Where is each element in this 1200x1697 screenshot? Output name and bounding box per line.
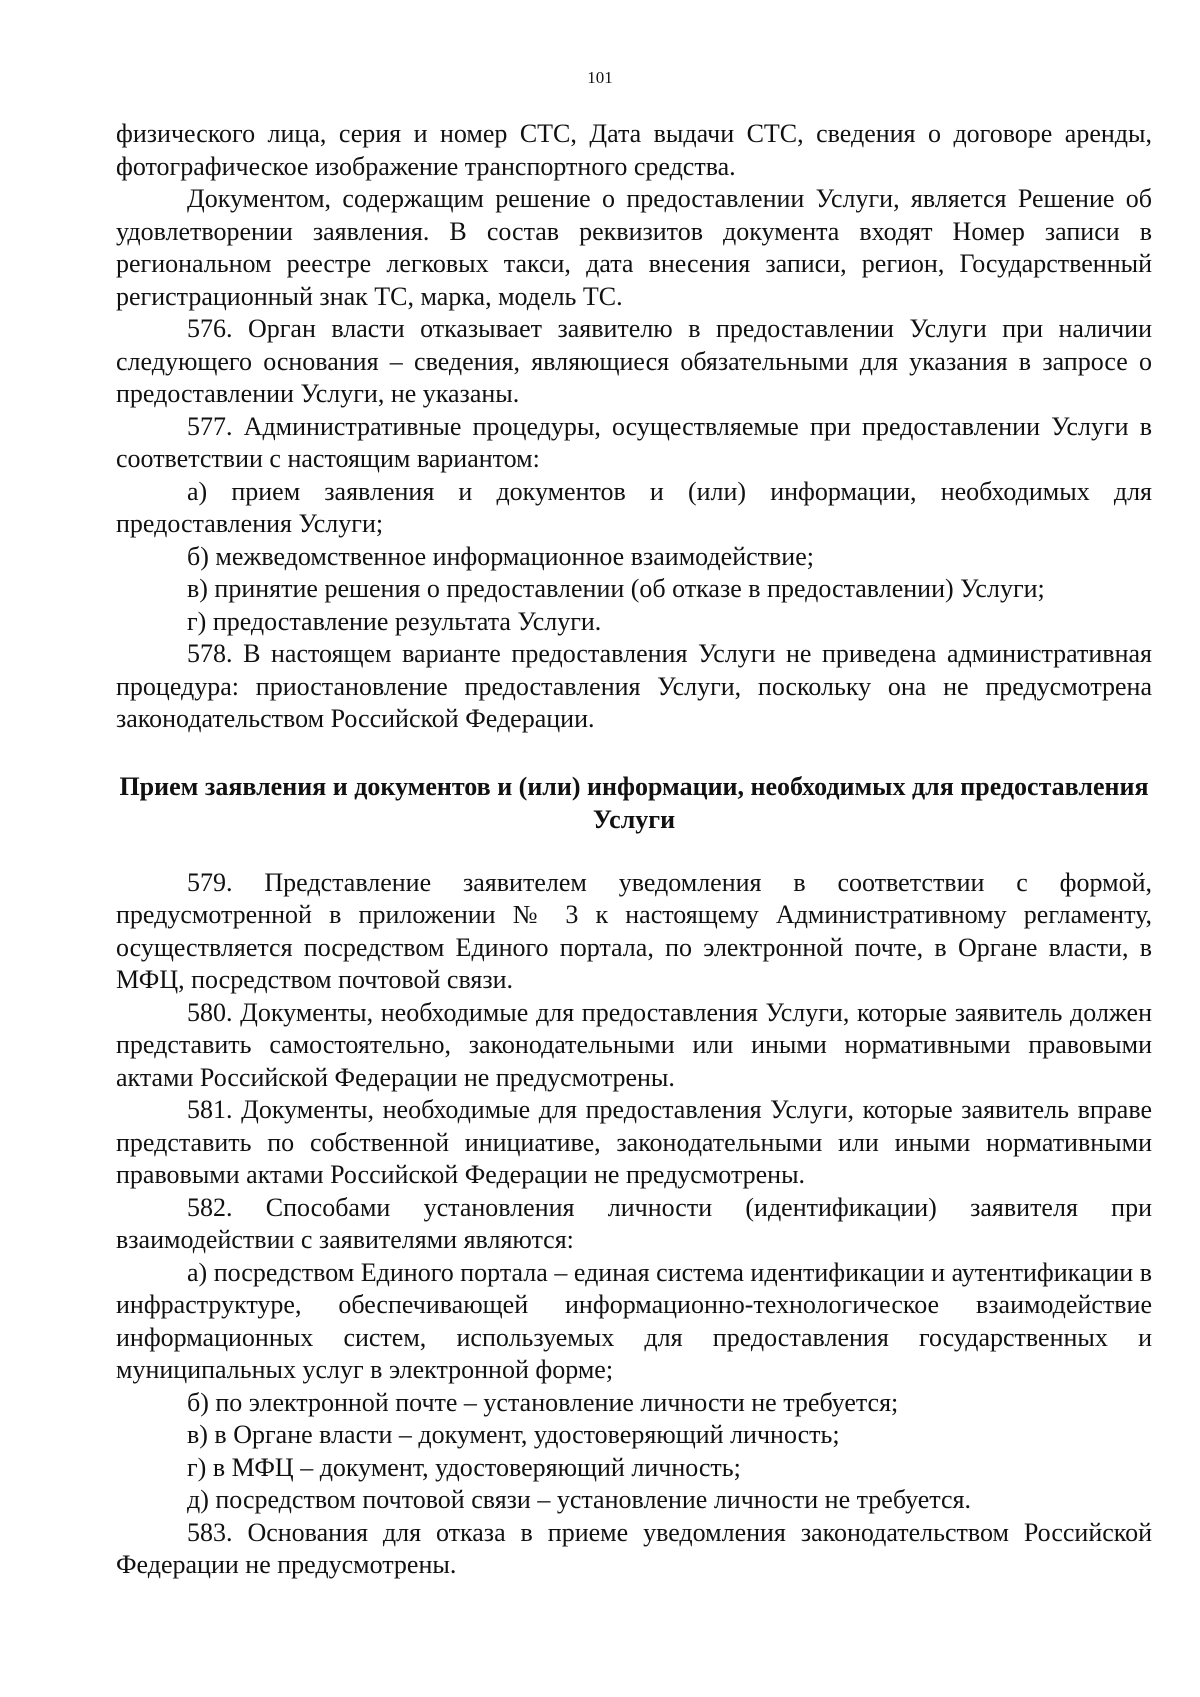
list-item-a: а) прием заявления и документов и (или) информации, необходимых для предоставления Услуги; bbox=[116, 476, 1152, 538]
paragraph-581: 581. Документы, необходимые для предоставления Услуги, которые заявитель вправе представить по собственной инициативе, законодательными или иными нормативными правовыми актами Российской Федерации не предусмотрены. bbox=[116, 1095, 1152, 1189]
paragraph-continuation: физического лица, серия и номер СТС, Дата выдачи СТС, сведения о договоре аренды, фотографическое изображение транспортного средства. bbox=[116, 119, 1152, 181]
paragraph-576: 576. Орган власти отказывает заявителю в предоставлении Услуги при наличии следующего основания – сведения, являющиеся обязательными для указания в запросе о предоставлении Услуги, не указаны. bbox=[116, 314, 1152, 408]
page-number: 101 bbox=[587, 68, 613, 87]
list-item-v: в) принятие решения о предоставлении (об отказе в предоставлении) Услуги; bbox=[187, 574, 1045, 603]
list-item-a: а) посредством Единого портала – единая система идентификации и аутентификации в инфраструктуре, обеспечивающей информационно-технологическое взаимодействие информационных систем, используемых для предоставления государственных и муниципальных услуг в электронной форме; bbox=[116, 1257, 1152, 1384]
list-item-g: г) в МФЦ – документ, удостоверяющий личность; bbox=[187, 1452, 741, 1482]
paragraph-580: 580. Документы, необходимые для предоставления Услуги, которые заявитель должен представить самостоятельно, законодательными или иными нормативными правовыми актами Российской Федерации не предусмотрены. bbox=[116, 997, 1152, 1092]
paragraph-579: 579. Представление заявителем уведомления в соответствии с формой, предусмотренной в приложении № 3 к настоящему Административному регламенту, осуществляется посредством Единого портала, по электронной почте, в Органе власти, в МФЦ, посредством почтовой связи. bbox=[116, 867, 1152, 994]
paragraph-577: 577. Административные процедуры, осуществляемые при предоставлении Услуги в соответствии с настоящим вариантом: bbox=[116, 411, 1152, 473]
list-item-g: г) предоставление результата Услуги. bbox=[187, 606, 602, 636]
document-body bbox=[116, 118, 1152, 1582]
list-item-v: в) в Органе власти – документ, удостоверяющий личность; bbox=[187, 1420, 840, 1449]
list-item-b: б) межведомственное информационное взаимодействие; bbox=[187, 541, 814, 571]
paragraph-583: 583. Основания для отказа в приеме уведомления законодательством Российской Федерации не предусмотрены. bbox=[116, 1517, 1152, 1579]
list-item-b: б) по электронной почте – установление личности не требуется; bbox=[187, 1387, 899, 1417]
paragraph-578: 578. В настоящем варианте предоставления Услуги не приведена административная процедура: приостановление предоставления Услуги, поскольку она не предусмотрена законодательством Российской Федерации. bbox=[116, 639, 1152, 733]
paragraph-582: 582. Способами установления личности (идентификации) заявителя при взаимодействии с заявителями являются: bbox=[116, 1192, 1152, 1254]
section-heading: Прием заявления и документов и (или) информации, необходимых для предоставления Услуги bbox=[119, 771, 1149, 834]
paragraph-decision-document: Документом, содержащим решение о предоставлении Услуги, является Решение об удовлетворении заявления. В состав реквизитов документа входят Номер записи в региональном реестре легковых такси, дата внесения записи, регион, Государственный регистрационный знак ТС, марка, модель ТС. bbox=[116, 184, 1152, 311]
list-item-d: д) посредством почтовой связи – установление личности не требуется. bbox=[187, 1485, 971, 1514]
